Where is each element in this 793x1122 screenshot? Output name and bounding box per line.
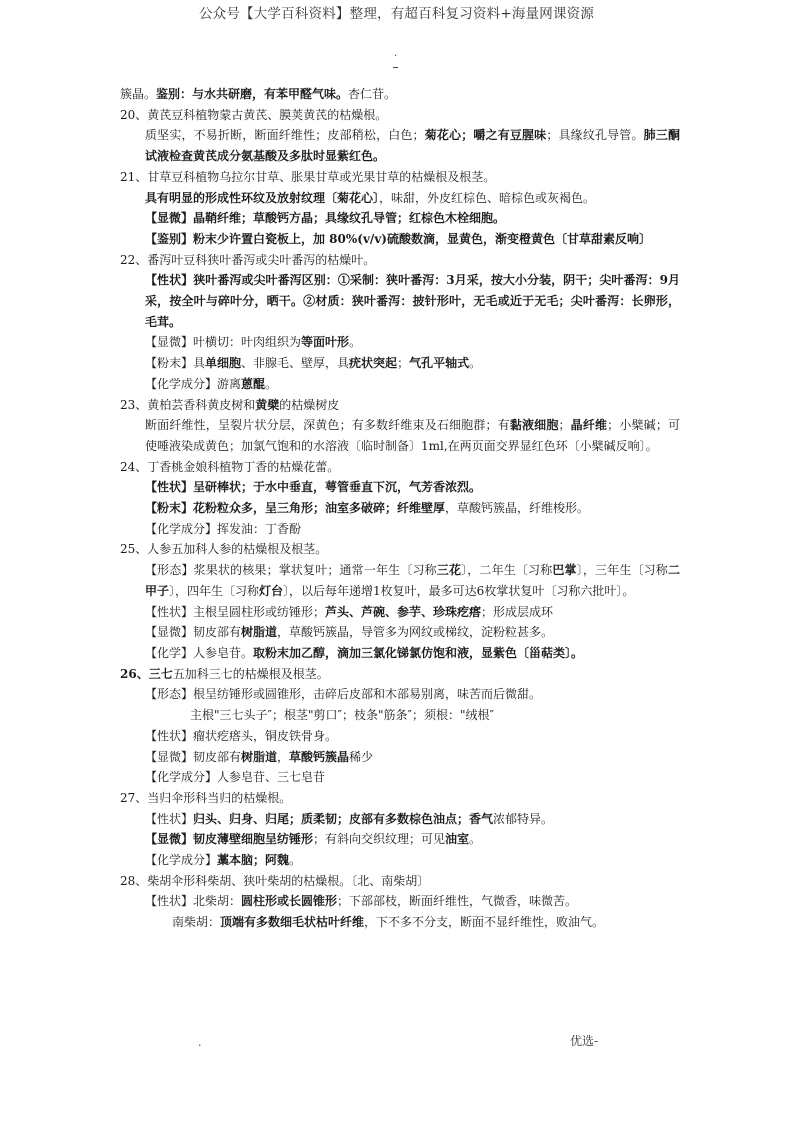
header-rule [393, 67, 398, 68]
text-run: ，味甜，外皮红棕色、暗棕色或灰褐色。 [379, 190, 596, 205]
text-line [120, 353, 680, 374]
text-run: 。 [289, 853, 302, 868]
text-run: 质坚实，不易折断，断面纤维性；皮部稍松，白色； [145, 128, 425, 143]
text-run: 21、甘草豆科植物乌拉尔甘草、胀果甘草或光果甘草的枯燥根及根茎。 [120, 169, 496, 184]
bold-text-run: 肺三酮试液检查黄芪成分氨基酸及多肽时显紫红色。 [145, 128, 680, 164]
text-run: 南柴胡： [172, 915, 221, 930]
text-line [120, 705, 680, 726]
text-line [120, 105, 680, 126]
text-run: 〕，三年生〔习称 [576, 563, 668, 578]
bold-text-run: 树脂道 [241, 625, 278, 640]
text-line [120, 850, 680, 871]
text-line [120, 602, 680, 623]
bold-text-run: 黏液细胞 [509, 418, 559, 433]
bold-text-run: 【粉末】花粉粒众多，呈三角形；油室多破碎；纤维壁厚 [145, 501, 446, 516]
text-line [120, 498, 680, 519]
text-run: 断面纤维性，呈裂片状分层，深黄色；有多数纤维束及石细胞群；有 [145, 418, 510, 433]
text-line [120, 415, 680, 456]
bold-text-run: 归头、归身、归尾；质柔韧；皮部有多数棕色油点；香气 [193, 811, 494, 826]
text-line [120, 374, 680, 395]
text-run: 。 [469, 832, 482, 847]
text-run: ；小檗碱；可使唾液染成黄色；加氯气饱和的水溶液〔临时制备〕1ml,在两页面交界显红色环〔小檗碱反响〕。 [145, 418, 680, 453]
text-run: 主根"三七头子″；根茎"剪口″；枝条"筋条″；须根："绒根″ [190, 708, 495, 723]
bold-text-run: 藁本脑；阿魏 [217, 853, 290, 868]
bold-text-run: 蒽醌 [241, 376, 266, 391]
text-line [120, 788, 680, 809]
text-run: 24、丁香桃金娘科植物丁香的枯燥花蕾。 [120, 459, 340, 474]
text-line [120, 829, 680, 850]
text-run: 〕，四年生〔习称 [169, 583, 260, 598]
bold-text-run: 黄檗 [255, 397, 280, 412]
text-run: 、非腺毛、壁厚，具 [241, 356, 350, 371]
text-line [120, 809, 680, 830]
text-run: 22、番泻叶豆科狭叶番泻或尖叶番泻的枯燥叶。 [120, 252, 376, 267]
bold-text-run: 三花 [436, 563, 462, 578]
bold-text-run: 鉴别：与水共研磨，有苯甲醛气味。 [156, 87, 349, 101]
text-run: 〕，二年生〔习称 [461, 563, 553, 578]
bold-text-run: 【显微】晶鞘纤维；草酸钙方晶；具缘纹孔导管；红棕色木栓细胞。 [145, 211, 506, 226]
bold-text-run: 取粉末加乙醇，滴加三氯化锑氯仿饱和液，显紫色〔甾萜类〕。 [253, 645, 584, 660]
text-run: 【粉末】具 [145, 356, 206, 371]
bold-text-run: 二甲子 [145, 563, 680, 598]
text-run: 簇晶。 [120, 87, 157, 101]
text-run: 。 [469, 356, 482, 371]
text-line [120, 188, 680, 209]
text-run: 稀少 [349, 749, 374, 764]
text-run: 的枯燥树皮 [279, 397, 340, 412]
text-line [120, 871, 680, 892]
text-run: ； [558, 418, 571, 433]
text-line [120, 684, 680, 705]
text-run: 杏仁苷。 [348, 87, 397, 101]
document-body [120, 84, 680, 933]
bold-text-run: 疣状突起 [349, 356, 398, 371]
text-line [120, 767, 680, 788]
bold-text-run: 【显微】韧皮薄壁细胞呈纺锤形 [145, 832, 314, 847]
text-line [120, 125, 680, 166]
text-line [120, 167, 680, 188]
text-line [120, 270, 680, 332]
bold-text-run: 灯台 [259, 583, 284, 598]
text-line [120, 332, 680, 353]
text-line [120, 395, 680, 416]
text-run: 。 [349, 335, 362, 350]
text-line [120, 250, 680, 271]
text-run: ； [397, 356, 410, 371]
bold-text-run: 等面叶形 [301, 335, 350, 350]
text-line [120, 208, 680, 229]
bold-text-run: 【性状】呈研棒状；于水中垂直，萼管垂直下沉，气芳香浓烈。 [145, 480, 482, 495]
text-run: 【形态】根呈纺锤形或圆锥形，击碎后皮部和木部易别离，味苦而后微甜。 [145, 687, 542, 702]
text-run: 【性状】北柴胡： [145, 894, 242, 909]
text-line [120, 84, 680, 105]
text-run: 〕，以后每年递增1枚复叶，最多可达6枚掌状复叶〔习称六批叶〕。 [283, 583, 635, 598]
text-run: ；具缘纹孔导管。 [546, 128, 644, 143]
text-line [120, 726, 680, 747]
text-run: ，下不多不分支，断面不显纤维性，败油气。 [364, 915, 605, 930]
text-line [120, 229, 680, 250]
text-run: ，草酸钙簇晶，导管多为网纹或梯纹，淀粉粒甚多。 [277, 625, 554, 640]
text-run: ；有斜向交织纹理；可见 [313, 832, 446, 847]
text-run: 。 [265, 376, 278, 391]
text-run: 25、人参五加科人参的枯燥根及根茎。 [120, 542, 328, 557]
footer-page-label: 优选- [570, 1034, 599, 1048]
header-dot: . [394, 48, 398, 59]
bold-text-run: 气孔平轴式 [409, 356, 470, 371]
text-line [120, 477, 680, 498]
bold-text-run: 圆柱形或长圆锥形 [241, 894, 338, 909]
text-run: 23、黄柏芸香科黄皮树和 [120, 397, 256, 412]
text-run: ，草酸钙簇晶，纤维梭形。 [445, 501, 590, 516]
text-run: ；下部部枝，断面纤维性，气微香，味微苦。 [337, 894, 578, 909]
bold-text-run: 顶端有多数细毛状枯叶纤维 [220, 915, 365, 930]
text-run: 20、黄芪豆科植物蒙古黄芪、膜荚黄芪的枯燥根。 [120, 107, 388, 122]
text-line [120, 622, 680, 643]
text-run: ；形成层成环 [481, 604, 554, 619]
bold-text-run: 26、三七 [120, 666, 173, 681]
text-run: 【化学成分】 [145, 853, 218, 868]
text-line [120, 560, 680, 601]
text-run: 【化学成分】游离 [145, 376, 242, 391]
text-run: 【化学成分】挥发油：丁香酚 [145, 521, 302, 536]
text-line [120, 912, 680, 933]
page-header-banner: 公众号【大学百科资料】整理，有超百科复习资料+海量网课资源 [198, 6, 595, 22]
text-run: 【化学成分】人参皂苷、三七皂苷 [145, 770, 326, 785]
bold-text-run: 具有明显的形成性环纹及放射纹理〔菊花心〕 [145, 190, 380, 205]
text-run: 27、当归伞形科当归的枯燥根。 [120, 790, 292, 805]
text-line [120, 457, 680, 478]
text-run: 【性状】 [145, 811, 194, 826]
text-run: ， [277, 749, 290, 764]
bold-text-run: 树脂道 [241, 749, 278, 764]
text-run: 【形态】浆果状的核果；掌状复叶；通常一年生〔习称 [145, 563, 437, 578]
text-run: 【显微】叶横切：叶肉组织为 [145, 335, 302, 350]
bold-text-run: 巴掌 [552, 563, 577, 578]
bold-text-run: 菊花心；嚼之有豆腥味 [424, 128, 547, 143]
text-line [120, 891, 680, 912]
bold-text-run: 【鉴别】粉末少许置白瓷板上，加 80%(v/v)硫酸数滴，显黄色，渐变橙黄色〔甘草甜素反响〕 [145, 231, 651, 246]
bold-text-run: 草酸钙簇晶 [289, 749, 350, 764]
text-line [120, 539, 680, 560]
bold-text-run: 【性状】狭叶番泻或尖叶番泻区别：①采制：狭叶番泻：3月采，按大小分装，阴干；尖叶番泻：9月采，按全叶与碎叶分，晒干。②材质：狭叶番泻：披针形叶，无毛或近于无毛；尖叶番泻：长卵形，毛茸。 [145, 273, 681, 329]
text-run: 【性状】瘤状疙瘩头，铜皮铁骨身。 [145, 728, 338, 743]
text-line [120, 643, 680, 664]
bold-text-run: 油室 [445, 832, 470, 847]
bold-text-run: 单细胞 [205, 356, 242, 371]
text-run: 【性状】主根呈圆柱形或纺锤形； [145, 604, 326, 619]
text-line [120, 747, 680, 768]
text-run: 【显微】韧皮部有 [145, 625, 242, 640]
text-line [120, 664, 680, 685]
text-run: 【显微】韧皮部有 [145, 749, 242, 764]
text-run: 【化学】人参皂苷。 [145, 645, 254, 660]
footer-dot: . [198, 1036, 202, 1049]
bold-text-run: 芦头、芦碗、参芋、珍珠疙瘩 [325, 604, 482, 619]
text-run: 浓郁特异。 [493, 811, 554, 826]
text-run: 28、柴胡伞形科柴胡、狭叶柴胡的枯燥根。〔北、南柴胡〕 [120, 873, 430, 888]
bold-text-run: 晶纤维 [570, 418, 608, 433]
text-run: 五加科三七的枯燥根及根茎。 [172, 666, 329, 681]
text-line [120, 519, 680, 540]
